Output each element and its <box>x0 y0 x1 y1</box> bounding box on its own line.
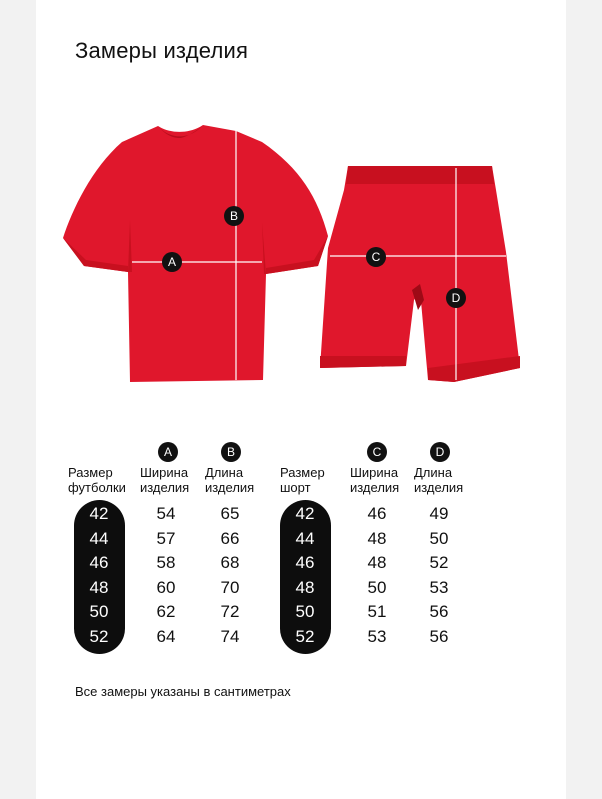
tshirt-length-cell: 70 <box>220 578 240 597</box>
tshirt-image <box>63 124 328 382</box>
marker-b-header: B <box>221 442 241 462</box>
shorts-size-cell: 48 <box>295 578 315 597</box>
shorts-size-cell: 52 <box>295 627 315 646</box>
shorts-image <box>320 166 520 382</box>
tshirt-length-cell: 65 <box>220 504 240 523</box>
tshirt-width-cell: 57 <box>156 529 176 548</box>
shorts-width-cell: 48 <box>367 553 387 572</box>
page-title: Замеры изделия <box>75 38 249 63</box>
shorts-size-cell: 46 <box>295 553 315 572</box>
marker-b: B <box>224 206 244 226</box>
tshirt-size-cell: 44 <box>89 529 109 548</box>
tshirt-size-cell: 52 <box>89 627 109 646</box>
tshirt-size-cell: 42 <box>89 504 109 523</box>
shorts-width-cell: 50 <box>367 578 387 597</box>
tshirt-width-cell: 54 <box>156 504 176 523</box>
tshirt-size-header: Размер футболки <box>68 465 126 495</box>
tshirt-size-cell: 50 <box>89 602 109 621</box>
marker-d-header: D <box>430 442 450 462</box>
tshirt-width-cell: 60 <box>156 578 176 597</box>
shorts-length-cell: 53 <box>429 578 449 597</box>
footnote: Все замеры указаны в сантиметрах <box>75 684 291 699</box>
shorts-length-header: Длина изделия <box>414 465 464 495</box>
shorts-size-cell: 44 <box>295 529 315 548</box>
tshirt-length-cell: 66 <box>220 529 240 548</box>
tshirt-width-cell: 64 <box>156 627 176 646</box>
tshirt-width-header: Ширина изделия <box>140 465 190 495</box>
marker-a: A <box>162 252 182 272</box>
tshirt-length-cell: 72 <box>220 602 240 621</box>
shorts-length-cell: 50 <box>429 529 449 548</box>
tshirt-size-cell: 46 <box>89 553 109 572</box>
shorts-size-cell: 42 <box>295 504 315 523</box>
tshirt-width-cell: 58 <box>156 553 176 572</box>
shorts-size-header: Размер шорт <box>280 465 325 495</box>
tshirt-width-cell: 62 <box>156 602 176 621</box>
marker-d: D <box>446 288 466 308</box>
shorts-length-cell: 56 <box>429 602 449 621</box>
shorts-width-header: Ширина изделия <box>350 465 400 495</box>
marker-c-header: C <box>367 442 387 462</box>
marker-c: C <box>366 247 386 267</box>
shorts-width-cell: 53 <box>367 627 387 646</box>
shorts-width-cell: 46 <box>367 504 387 523</box>
shorts-width-cell: 48 <box>367 529 387 548</box>
shorts-length-cell: 49 <box>429 504 449 523</box>
tshirt-length-cell: 68 <box>220 553 240 572</box>
tshirt-length-cell: 74 <box>220 627 240 646</box>
shorts-length-cell: 56 <box>429 627 449 646</box>
tshirt-size-cell: 48 <box>89 578 109 597</box>
shorts-length-cell: 52 <box>429 553 449 572</box>
marker-a-header: A <box>158 442 178 462</box>
tshirt-length-header: Длина изделия <box>205 465 255 495</box>
shorts-width-cell: 51 <box>367 602 387 621</box>
shorts-size-cell: 50 <box>295 602 315 621</box>
